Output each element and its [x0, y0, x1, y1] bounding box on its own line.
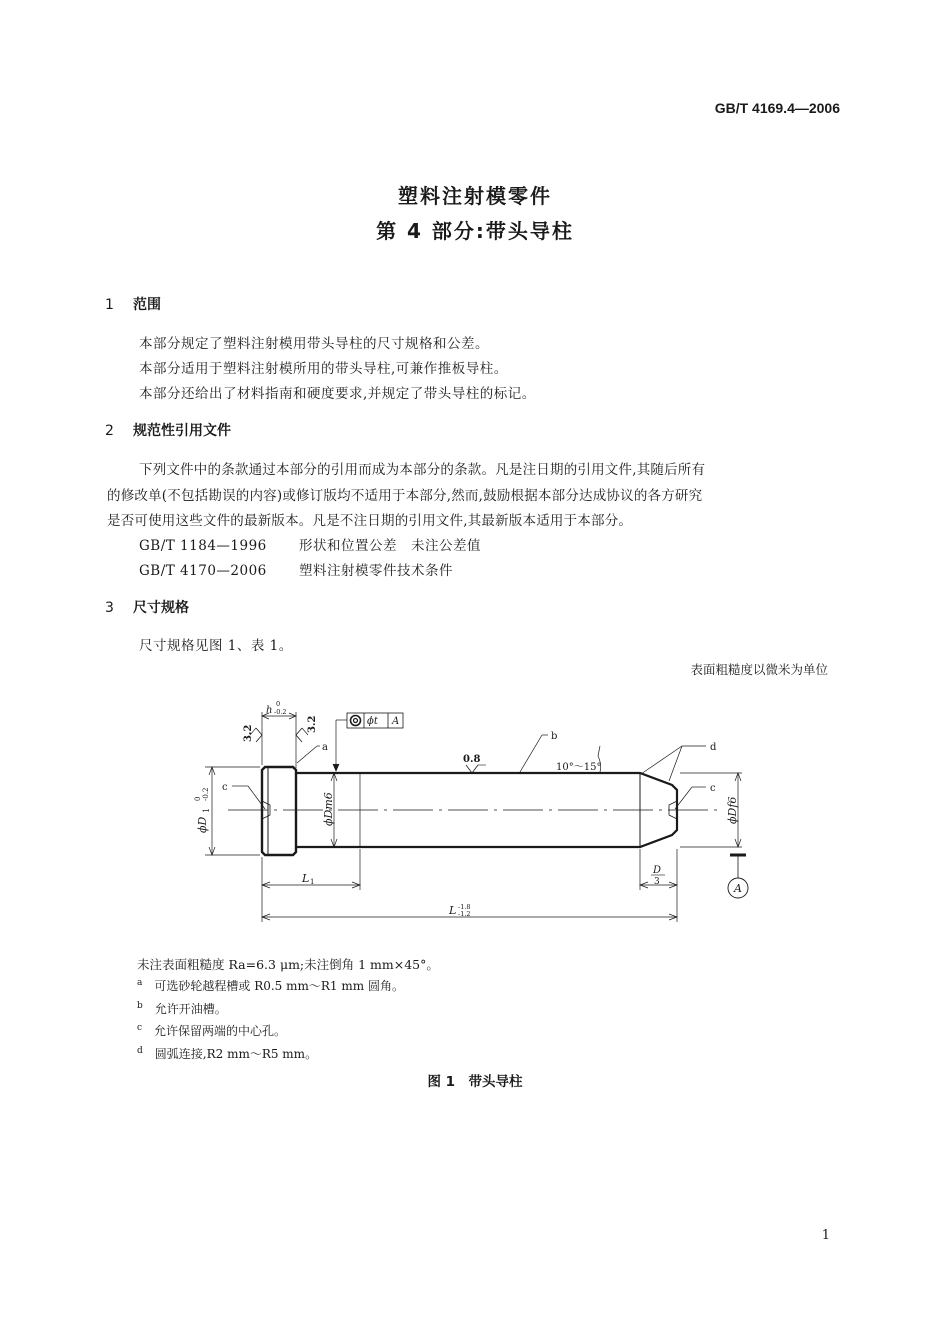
footnote-text: 可选砂轮越程槽或 R0.5 mm～R1 mm 圆角。 — [154, 979, 404, 993]
guide-pillar-drawing — [0, 690, 950, 930]
d1-subscript: 1 — [202, 807, 211, 813]
section-number: 3 — [105, 600, 114, 616]
reference-code: GB/T 4170—2006 — [139, 563, 267, 579]
page-number: 1 — [821, 1228, 830, 1243]
footnote-mark: c — [137, 1023, 143, 1033]
dm6-label: ϕDm6 — [322, 792, 335, 826]
footnote-mark: b — [137, 1001, 143, 1011]
paragraph-line: 是否可使用这些文件的最新版本。凡是不注日期的引用文件,其最新版本适用于本部分。 — [107, 513, 633, 529]
footnote-text: 允许开油槽。 — [154, 1002, 227, 1016]
l1-subscript: 1 — [310, 878, 315, 886]
h-lower-tol: -0.2 — [274, 708, 287, 716]
footnote-a — [137, 977, 404, 994]
paragraph: 本部分适用于塑料注射模所用的带头导柱,可兼作推板导柱。 — [139, 361, 508, 377]
standard-number: GB/T 4169.4—2006 — [714, 100, 840, 116]
section-title: 范围 — [133, 297, 161, 313]
roughness-symbol-left — [256, 728, 262, 742]
df6-label: ϕDf6 — [726, 796, 739, 824]
concentricity-icon — [351, 716, 361, 726]
footnote-text: 允许保留两端的中心孔。 — [154, 1024, 287, 1038]
section-title: 尺寸规格 — [133, 600, 189, 616]
paragraph: 尺寸规格见图 1、表 1。 — [139, 638, 293, 654]
footnote-mark: d — [137, 1046, 143, 1056]
roughness-right-value: 3.2 — [307, 715, 318, 733]
document-title: 塑料注射模零件 — [398, 184, 552, 208]
section-number: 2 — [105, 423, 114, 439]
section-title: 规范性引用文件 — [133, 423, 231, 439]
figure-caption: 图 1 带头导柱 — [427, 1074, 523, 1090]
footnote-b — [137, 1000, 227, 1017]
section-number: 1 — [105, 297, 114, 313]
d3-denominator: 3 — [654, 877, 660, 887]
section-heading-normative-references — [105, 420, 231, 440]
note-b-label: b — [551, 731, 558, 742]
paragraph: 本部分还给出了材料指南和硬度要求,并规定了带头导柱的标记。 — [139, 386, 536, 402]
unit-note: 表面粗糙度以微米为单位 — [690, 662, 828, 677]
l1-label: L — [302, 872, 310, 885]
d1-lower-tol: -0.2 — [202, 787, 210, 801]
l-label: L — [449, 904, 457, 917]
reference-title: 塑料注射模零件技术条件 — [299, 563, 453, 579]
document-subtitle: 第 4 部分:带头导柱 — [376, 219, 574, 243]
footnote-text: 圆弧连接,R2 mm～R5 mm。 — [154, 1047, 318, 1061]
roughness-left-value: 3.2 — [243, 724, 254, 742]
reference-item — [139, 559, 453, 579]
datum-label: A — [734, 882, 742, 895]
note-a-label: a — [322, 742, 328, 753]
angle-label: 10°～15° — [556, 762, 602, 773]
l-upper-tol: -1.8 — [458, 903, 471, 911]
figure-general-note: 未注表面粗糙度 Ra=6.3 μm;未注倒角 1 mm×45°。 — [137, 957, 439, 972]
d3-numerator: D — [653, 865, 662, 876]
paragraph-line: 下列文件中的条款通过本部分的引用而成为本部分的条款。凡是注日期的引用文件,其随后所有 — [139, 462, 706, 478]
footnote-mark: a — [137, 978, 143, 988]
d1-label: ϕD — [196, 816, 209, 833]
note-c-right-label: c — [710, 783, 716, 794]
h-upper-tol: 0 — [276, 700, 281, 708]
roughness-symbol-right — [296, 728, 302, 742]
reference-item — [139, 534, 481, 554]
note-c-left-label: c — [222, 782, 228, 793]
roughness-body-value: 0.8 — [463, 754, 481, 765]
note-d-label: d — [710, 742, 717, 753]
pillar-head — [262, 767, 296, 855]
paragraph: 本部分规定了塑料注射模用带头导柱的尺寸规格和公差。 — [139, 336, 489, 352]
section-heading-dimensions — [105, 597, 189, 617]
footnote-d — [137, 1045, 317, 1062]
roughness-symbol-body — [466, 765, 478, 773]
l-lower-tol: -1.2 — [458, 910, 471, 918]
footnote-c — [137, 1022, 286, 1039]
reference-code: GB/T 1184—1996 — [139, 538, 267, 554]
reference-title: 形状和位置公差 未注公差值 — [299, 538, 481, 554]
paragraph-line: 的修改单(不包括勘误的内容)或修订版均不适用于本部分,然而,鼓励根据本部分达成协议的各方研究 — [107, 488, 703, 504]
fcf-tolerance: ϕt — [367, 716, 378, 727]
section-heading-scope — [105, 294, 161, 314]
fcf-datum: A — [392, 716, 400, 727]
d1-upper-tol: 0 — [194, 796, 202, 801]
h-label: h — [266, 705, 273, 716]
